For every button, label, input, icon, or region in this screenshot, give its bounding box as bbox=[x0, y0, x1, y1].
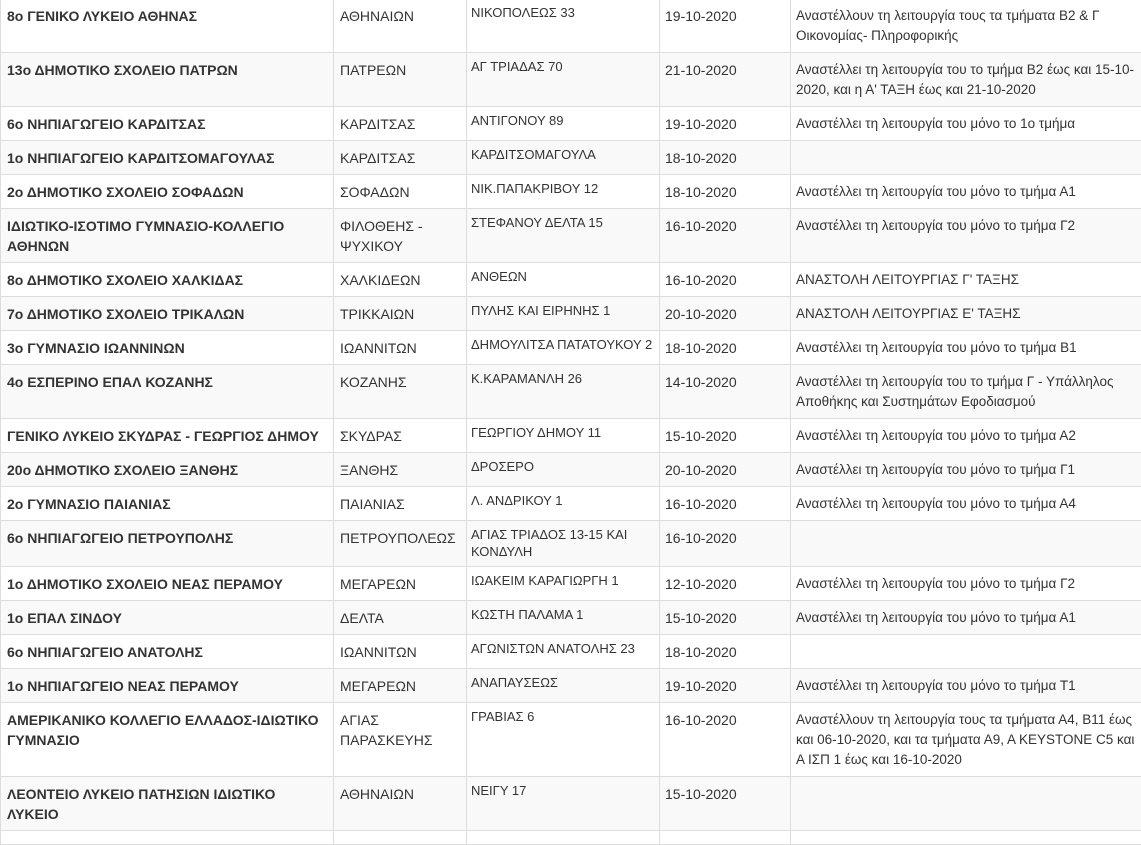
date-cell: 16-10-2020 bbox=[660, 263, 791, 297]
school-name-cell: 2ο ΔΗΜΟΤΙΚΟ ΣΧΟΛΕΙΟ ΣΟΦΑΔΩΝ bbox=[1, 175, 334, 209]
municipality-cell: ΞΑΝΘΗΣ bbox=[334, 453, 467, 487]
date-cell: 16-10-2020 bbox=[660, 209, 791, 263]
table-row bbox=[1, 53, 1141, 107]
school-name-cell: 7ο ΔΗΜΟΤΙΚΟ ΣΧΟΛΕΙΟ ΤΡΙΚΑΛΩΝ bbox=[1, 297, 334, 331]
table-row bbox=[1, 141, 1141, 175]
date-cell: 15-10-2020 bbox=[660, 777, 791, 831]
note-cell: Αναστέλλει τη λειτουργία του μόνο το τμήμα Β1 bbox=[791, 331, 1141, 365]
address-cell: ΣΤΕΦΑΝΟΥ ΔΕΛΤΑ 15 bbox=[467, 209, 660, 263]
date-cell: 16-10-2020 bbox=[660, 487, 791, 521]
address-cell: ΠΥΛΗΣ ΚΑΙ ΕΙΡΗΝΗΣ 1 bbox=[467, 297, 660, 331]
municipality-cell: ΚΟΖΑΝΗΣ bbox=[334, 365, 467, 419]
table-row bbox=[1, 601, 1141, 635]
table-row bbox=[1, 0, 1141, 53]
municipality-cell: ΚΑΡΔΙΤΣΑΣ bbox=[334, 141, 467, 175]
note-cell bbox=[791, 521, 1141, 567]
date-cell: 16-10-2020 bbox=[660, 521, 791, 567]
school-name-cell: 8ο ΔΗΜΟΤΙΚΟ ΣΧΟΛΕΙΟ ΧΑΛΚΙΔΑΣ bbox=[1, 263, 334, 297]
date-cell: 19-10-2020 bbox=[660, 0, 791, 53]
municipality-cell: ΠΕΤΡΟΥΠΟΛΕΩΣ bbox=[334, 521, 467, 567]
table-row bbox=[1, 567, 1141, 601]
note-cell: Αναστέλλει τη λειτουργία του μόνο το τμήμα Α2 bbox=[791, 419, 1141, 453]
date-cell: 18-10-2020 bbox=[660, 175, 791, 209]
address-cell: ΑΓΙΑΣ ΤΡΙΑΔΟΣ 13-15 ΚΑΙ ΚΟΝΔΥΛΗ bbox=[467, 521, 660, 567]
address-cell: ΑΝΤΙΓΟΝΟΥ 89 bbox=[467, 107, 660, 141]
school-name-cell: 4ο ΕΣΠΕΡΙΝΟ ΕΠΑΛ ΚΟΖΑΝΗΣ bbox=[1, 365, 334, 419]
municipality-cell: ΤΡΙΚΚΑΙΩΝ bbox=[334, 297, 467, 331]
note-cell: Αναστέλλει τη λειτουργία του μόνο το τμήμα Γ2 bbox=[791, 567, 1141, 601]
table-row bbox=[1, 107, 1141, 141]
municipality-cell: ΠΑΤΡΕΩΝ bbox=[334, 53, 467, 107]
municipality-cell: ΣΚΥΔΡΑΣ bbox=[334, 419, 467, 453]
note-cell bbox=[791, 635, 1141, 669]
table-row bbox=[1, 263, 1141, 297]
note-cell: Αναστέλλει τη λειτουργία του μόνο το τμήμα Α1 bbox=[791, 601, 1141, 635]
address-cell: ΝΙΚΟΠΟΛΕΩΣ 33 bbox=[467, 0, 660, 53]
municipality-cell: ΜΕΓΑΡΕΩΝ bbox=[334, 669, 467, 703]
note-cell bbox=[791, 141, 1141, 175]
municipality-cell: ΠΑΙΑΝΙΑΣ bbox=[334, 487, 467, 521]
address-cell: ΑΝΘΕΩΝ bbox=[467, 263, 660, 297]
school-name-cell: 6ο ΝΗΠΙΑΓΩΓΕΙΟ ΠΕΤΡΟΥΠΟΛΗΣ bbox=[1, 521, 334, 567]
note-cell: Αναστέλλουν τη λειτουργία τους τα τμήματα Β2 & Γ Οικονομίας- Πληροφορικής bbox=[791, 0, 1141, 53]
school-name-cell: 1ο ΔΗΜΟΤΙΚΟ ΣΧΟΛΕΙΟ ΝΕΑΣ ΠΕΡΑΜΟΥ bbox=[1, 567, 334, 601]
municipality-cell: ΙΩΑΝΝΙΤΩΝ bbox=[334, 331, 467, 365]
date-cell: 15-10-2020 bbox=[660, 601, 791, 635]
date-cell: 20-10-2020 bbox=[660, 453, 791, 487]
table-row bbox=[1, 419, 1141, 453]
address-cell: ΔΡΟΣΕΡΟ bbox=[467, 453, 660, 487]
municipality-cell: ΑΘΗΝΑΙΩΝ bbox=[334, 777, 467, 831]
school-name-cell: ΙΔΙΩΤΙΚΟ-ΙΣΟΤΙΜΟ ΓΥΜΝΑΣΙΟ-ΚΟΛΛΕΓΙΟ ΑΘΗΝΩΝ bbox=[1, 209, 334, 263]
address-cell: ΓΕΩΡΓΙΟΥ ΔΗΜΟΥ 11 bbox=[467, 419, 660, 453]
table-row bbox=[1, 297, 1141, 331]
note-cell: ΑΝΑΣΤΟΛΗ ΛΕΙΤΟΥΡΓΙΑΣ Γ' ΤΑΞΗΣ bbox=[791, 263, 1141, 297]
table-row bbox=[1, 669, 1141, 703]
note-cell: Αναστέλλει τη λειτουργία του το τμήμα Γ - Υπάλληλος Αποθήκης και Συστημάτων Εφοδιασμού bbox=[791, 365, 1141, 419]
date-cell: 20-10-2020 bbox=[660, 297, 791, 331]
address-cell: ΙΩΑΚΕΙΜ ΚΑΡΑΓΙΩΡΓΗ 1 bbox=[467, 567, 660, 601]
school-name-cell: ΑΜΕΡΙΚΑΝΙΚΟ ΚΟΛΛΕΓΙΟ ΕΛΛΑΔΟΣ-ΙΔΙΩΤΙΚΟ ΓΥΜΝΑΣΙΟ bbox=[1, 703, 334, 777]
table-row bbox=[1, 777, 1141, 831]
note-cell: ΑΝΑΣΤΟΛΗ ΛΕΙΤΟΥΡΓΙΑΣ Ε' ΤΑΞΗΣ bbox=[791, 297, 1141, 331]
table-row bbox=[1, 635, 1141, 669]
date-cell: 21-10-2020 bbox=[660, 53, 791, 107]
municipality-cell: ΦΙΛΟΘΕΗΣ - ΨΥΧΙΚΟΥ bbox=[334, 209, 467, 263]
table-row bbox=[1, 703, 1141, 777]
school-name-cell: ΛΕΟΝΤΕΙΟ ΛΥΚΕΙΟ ΠΑΤΗΣΙΩΝ ΙΔΙΩΤΙΚΟ ΛΥΚΕΙΟ bbox=[1, 777, 334, 831]
school-name-cell: ΓΕΝΙΚΟ ΛΥΚΕΙΟ ΣΚΥΔΡΑΣ - ΓΕΩΡΓΙΟΣ ΔΗΜΟΥ bbox=[1, 419, 334, 453]
school-name-cell: 8ο ΓΕΝΙΚΟ ΛΥΚΕΙΟ ΑΘΗΝΑΣ bbox=[1, 0, 334, 53]
school-name-cell: 6ο ΝΗΠΙΑΓΩΓΕΙΟ ΚΑΡΔΙΤΣΑΣ bbox=[1, 107, 334, 141]
address-cell: Κ.ΚΑΡΑΜΑΝΛΗ 26 bbox=[467, 365, 660, 419]
municipality-cell: ΜΕΓΑΡΕΩΝ bbox=[334, 567, 467, 601]
address-cell: ΑΝΑΠΑΥΣΕΩΣ bbox=[467, 669, 660, 703]
school-name-cell: 13ο ΔΗΜΟΤΙΚΟ ΣΧΟΛΕΙΟ ΠΑΤΡΩΝ bbox=[1, 53, 334, 107]
municipality-cell: ΙΩΑΝΝΙΤΩΝ bbox=[334, 635, 467, 669]
note-cell: Αναστέλλει τη λειτουργία του μόνο το τμήμα Α4 bbox=[791, 487, 1141, 521]
table-row bbox=[1, 487, 1141, 521]
note-cell: Αναστέλλει τη λειτουργία του μόνο το τμήμα Τ1 bbox=[791, 669, 1141, 703]
address-cell: ΑΓ ΤΡΙΑΔΑΣ 70 bbox=[467, 53, 660, 107]
table-row bbox=[1, 521, 1141, 567]
municipality-cell: ΣΟΦΑΔΩΝ bbox=[334, 175, 467, 209]
date-cell: 19-10-2020 bbox=[660, 669, 791, 703]
school-name-cell: 1ο ΝΗΠΙΑΓΩΓΕΙΟ ΝΕΑΣ ΠΕΡΑΜΟΥ bbox=[1, 669, 334, 703]
school-name-cell: 2ο ΓΥΜΝΑΣΙΟ ΠΑΙΑΝΙΑΣ bbox=[1, 487, 334, 521]
address-cell: ΔΗΜΟΥΛΙΤΣΑ ΠΑΤΑΤΟΥΚΟΥ 2 bbox=[467, 331, 660, 365]
note-cell: Αναστέλλει τη λειτουργία του μόνο το τμήμα Α1 bbox=[791, 175, 1141, 209]
date-cell: 19-10-2020 bbox=[660, 107, 791, 141]
address-cell: ΝΙΚ.ΠΑΠΑΚΡΙΒΟΥ 12 bbox=[467, 175, 660, 209]
address-cell: ΑΓΩΝΙΣΤΩΝ ΑΝΑΤΟΛΗΣ 23 bbox=[467, 635, 660, 669]
municipality-cell: ΑΘΗΝΑΙΩΝ bbox=[334, 0, 467, 53]
school-name-cell: 1ο ΝΗΠΙΑΓΩΓΕΙΟ ΚΑΡΔΙΤΣΟΜΑΓΟΥΛΑΣ bbox=[1, 141, 334, 175]
date-cell: 12-10-2020 bbox=[660, 567, 791, 601]
table-row bbox=[1, 175, 1141, 209]
note-cell: Αναστέλλει τη λειτουργία του μόνο το τμήμα Γ2 bbox=[791, 209, 1141, 263]
table-row bbox=[1, 331, 1141, 365]
note-cell: Αναστέλλει τη λειτουργία του το τμήμα Β2 έως και 15-10-2020, και η Α' ΤΑΞΗ έως και 21-10-2020 bbox=[791, 53, 1141, 107]
date-cell: 16-10-2020 bbox=[660, 703, 791, 777]
date-cell: 14-10-2020 bbox=[660, 365, 791, 419]
municipality-cell: ΧΑΛΚΙΔΕΩΝ bbox=[334, 263, 467, 297]
address-cell: ΚΩΣΤΗ ΠΑΛΑΜΑ 1 bbox=[467, 601, 660, 635]
date-cell: 18-10-2020 bbox=[660, 141, 791, 175]
table-row bbox=[1, 453, 1141, 487]
school-name-cell: 6ο ΝΗΠΙΑΓΩΓΕΙΟ ΑΝΑΤΟΛΗΣ bbox=[1, 635, 334, 669]
school-name-cell: 3ο ΓΥΜΝΑΣΙΟ ΙΩΑΝΝΙΝΩΝ bbox=[1, 331, 334, 365]
table-row bbox=[1, 209, 1141, 263]
school-name-cell: 1ο ΕΠΑΛ ΣΙΝΔΟΥ bbox=[1, 601, 334, 635]
table-body bbox=[1, 0, 1141, 845]
municipality-cell: ΚΑΡΔΙΤΣΑΣ bbox=[334, 107, 467, 141]
address-cell: ΚΑΡΔΙΤΣΟΜΑΓΟΥΛΑ bbox=[467, 141, 660, 175]
address-cell: ΓΡΑΒΙΑΣ 6 bbox=[467, 703, 660, 777]
date-cell: 18-10-2020 bbox=[660, 331, 791, 365]
note-cell bbox=[791, 777, 1141, 831]
date-cell: 18-10-2020 bbox=[660, 635, 791, 669]
date-cell: 15-10-2020 bbox=[660, 419, 791, 453]
note-cell: Αναστέλλει τη λειτουργία του μόνο το τμήμα Γ1 bbox=[791, 453, 1141, 487]
municipality-cell: ΑΓΙΑΣ ΠΑΡΑΣΚΕΥΗΣ bbox=[334, 703, 467, 777]
address-cell: Λ. ΑΝΔΡΙΚΟΥ 1 bbox=[467, 487, 660, 521]
table-row bbox=[1, 365, 1141, 419]
note-cell: Αναστέλλει τη λειτουργία του μόνο το 1ο τμήμα bbox=[791, 107, 1141, 141]
address-cell: ΝΕΙΓΥ 17 bbox=[467, 777, 660, 831]
municipality-cell: ΔΕΛΤΑ bbox=[334, 601, 467, 635]
note-cell: Αναστέλλουν τη λειτουργία τους τα τμήματα Α4, Β11 έως και 06-10-2020, και τα τμήματα Α9, Α KEYSTONE C5 και Α ΙΣΠ 1 έως και 16-10-2020 bbox=[791, 703, 1141, 777]
school-name-cell: 20ο ΔΗΜΟΤΙΚΟ ΣΧΟΛΕΙΟ ΞΑΝΘΗΣ bbox=[1, 453, 334, 487]
